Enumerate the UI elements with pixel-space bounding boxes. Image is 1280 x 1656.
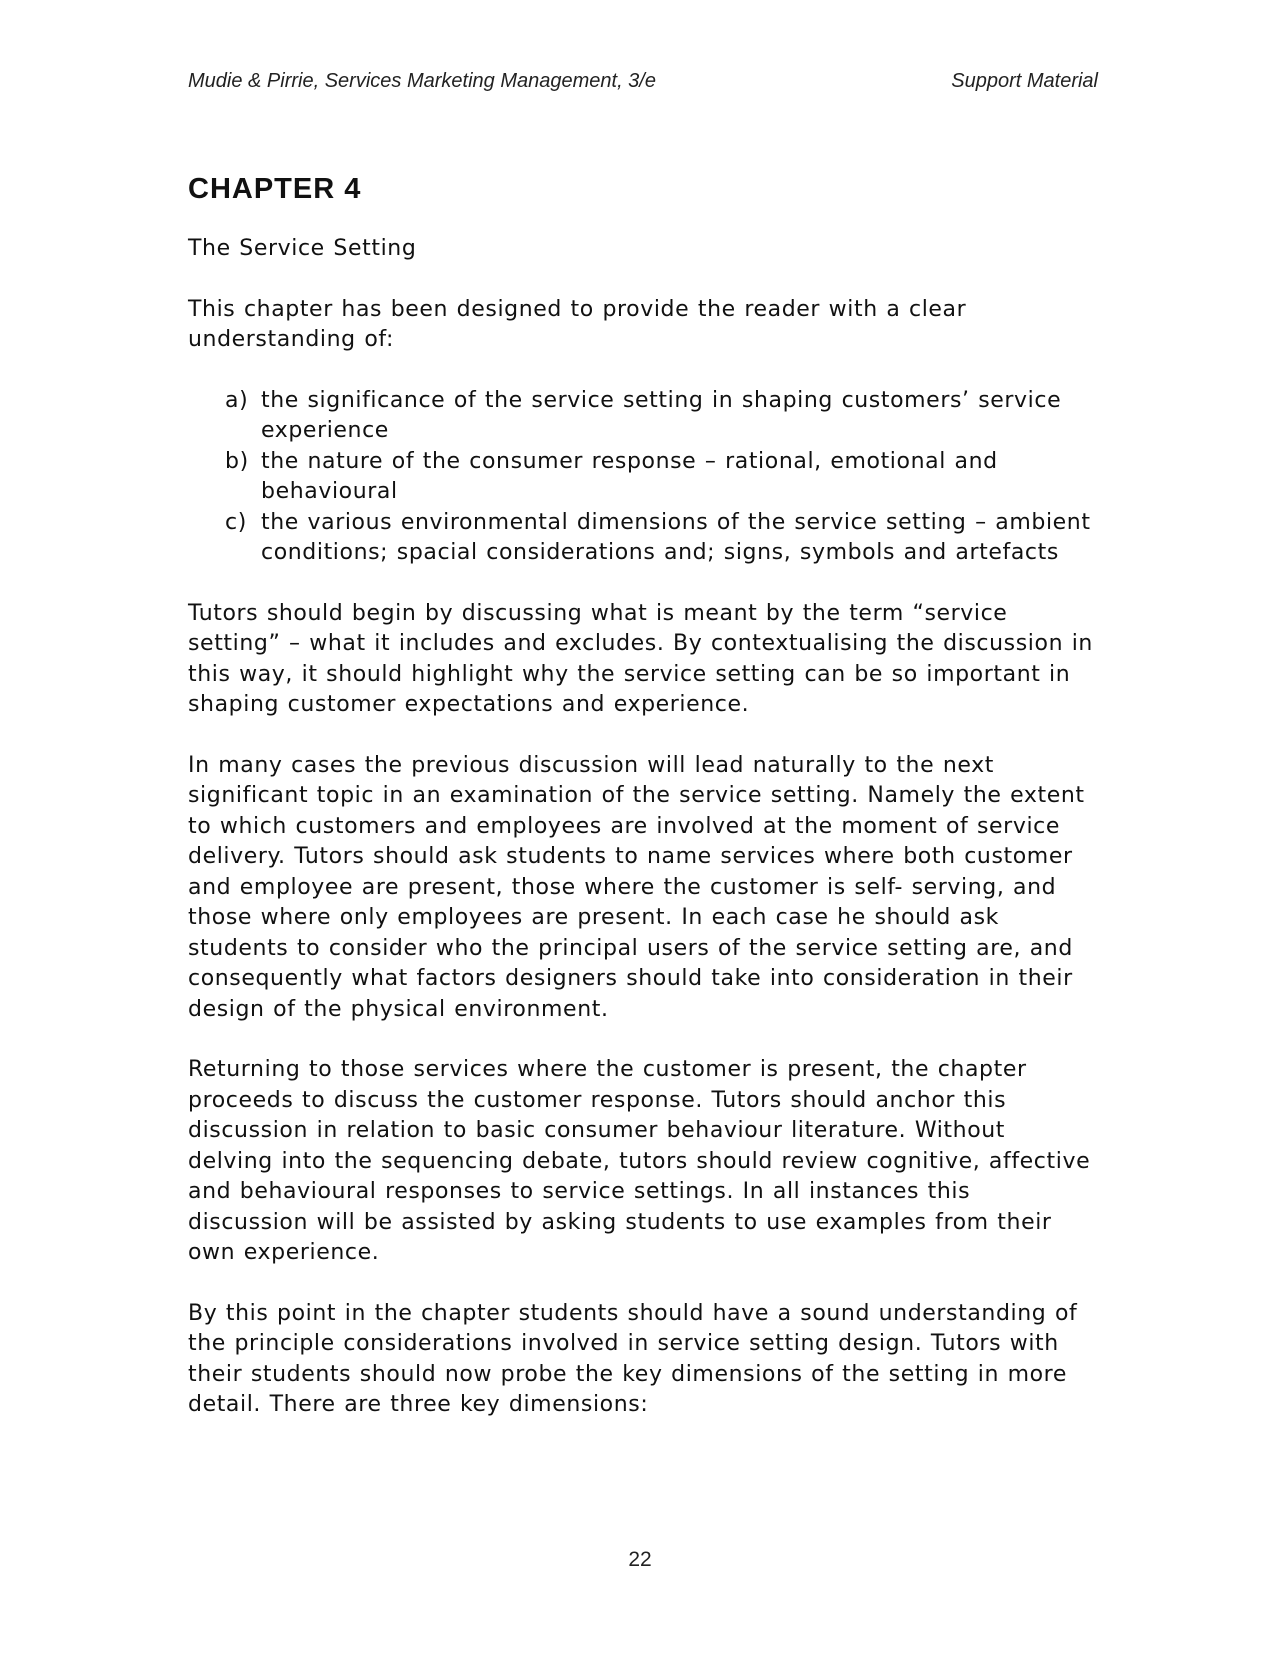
body-paragraph: By this point in the chapter students should have a sound understanding of the principle considerations involved in service setting design. Tutors with their students should now probe the key dimensions of the setting in more detail. There are three key dimensions:: [188, 1300, 1078, 1417]
list-item-text: the significance of the service setting in shaping customers’ service experience: [261, 387, 1062, 443]
chapter-title: CHAPTER 4: [188, 173, 362, 205]
header-section-label: Support Material: [951, 70, 1098, 92]
intro-paragraph: This chapter has been designed to provide the reader with a clear understanding of:: [188, 296, 967, 352]
document-page: [188, 70, 1098, 1421]
chapter-subtitle: The Service Setting: [188, 236, 417, 261]
list-item: [188, 508, 1098, 569]
list-item: [188, 386, 1098, 447]
objectives-list: [188, 386, 1098, 569]
body-paragraph: In many cases the previous discussion will lead naturally to the next significant topic in an examination of the service setting. Namely the extent to which customers and employees are involved at the moment of service delivery. Tutors should ask students to name services where both customer and employee are present, those where the customer is self- serving, and those where only employees are present. In each case he should ask students to consider who the principal users of the service setting are, and consequently what factors designers should take into consideration in their design of the physical environment.: [188, 752, 1085, 1022]
list-marker: a): [225, 387, 249, 413]
list-marker: c): [225, 509, 247, 535]
list-item-text: the various environmental dimensions of the service setting – ambient conditions; spacial considerations and; signs, symbols and artefacts: [261, 509, 1091, 565]
body-paragraph: Returning to those services where the customer is present, the chapter proceeds to discuss the customer response. Tutors should anchor this discussion in relation to basic consumer behaviour literature. Without delving into the sequencing debate, tutors should review cognitive, affective and behavioural responses to service settings. In all instances this discussion will be assisted by asking students to use examples from their own experience.: [188, 1057, 1091, 1265]
list-marker: b): [225, 448, 249, 474]
page-number: 22: [628, 1548, 652, 1571]
running-header: [188, 70, 1098, 100]
list-item-text: the nature of the consumer response – rational, emotional and behavioural: [261, 448, 998, 504]
header-book-title: Mudie & Pirrie, Services Marketing Management, 3/e: [188, 70, 656, 92]
list-item: [188, 447, 1098, 508]
body-paragraph: Tutors should begin by discussing what is meant by the term “service setting” – what it includes and excludes. By contextualising the discussion in this way, it should highlight why the service setting can be so important in shaping customer expectations and experience.: [188, 600, 1093, 717]
